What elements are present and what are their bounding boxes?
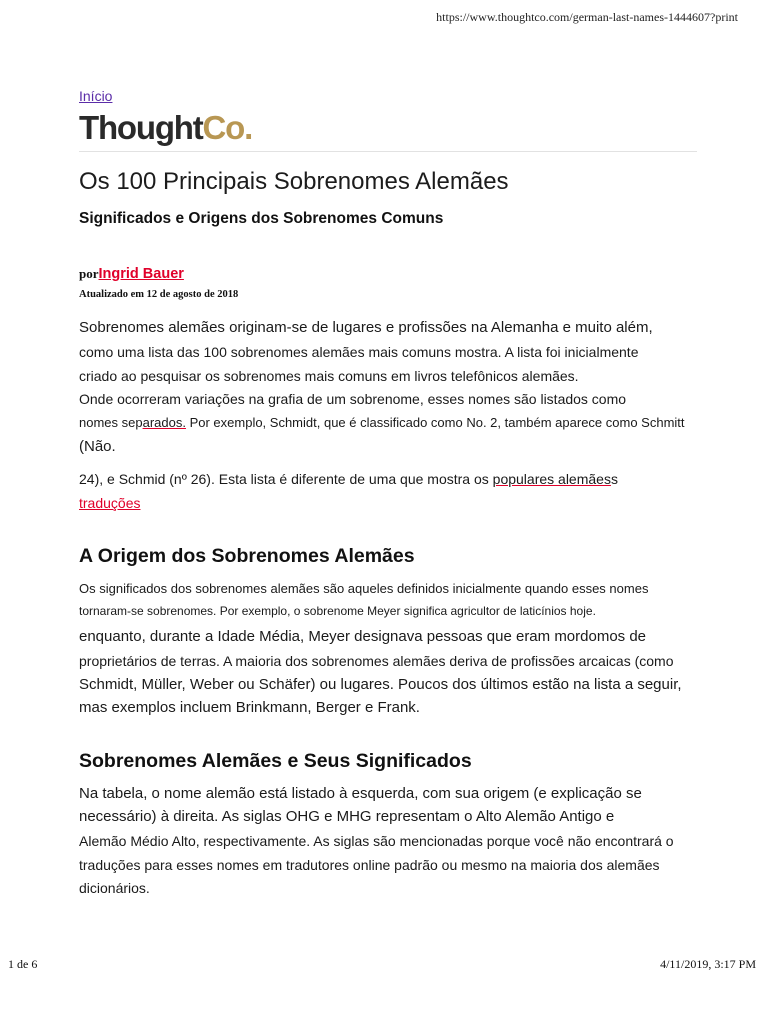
logo-thought: Thought bbox=[79, 109, 203, 146]
origin-line-5: Schmidt, Müller, Weber ou Schäfer) ou lugares. Poucos dos últimos estão na lista a seguir, bbox=[79, 676, 682, 693]
meanings-line-5: dicionários. bbox=[79, 880, 150, 896]
separados-link[interactable]: arados. bbox=[142, 415, 186, 430]
origin-line-1: Os significados dos sobrenomes alemães são aqueles definidos inicialmente quando esses nomes bbox=[79, 581, 649, 596]
meanings-line-2: necessário) à direita. As siglas OHG e MHG representam o Alto Alemão Antigo e bbox=[79, 808, 615, 825]
article-title: Os 100 Principais Sobrenomes Alemães bbox=[79, 168, 509, 195]
section-heading-meanings: Sobrenomes Alemães e Seus Significados bbox=[79, 750, 472, 772]
intro-line-1: Sobrenomes alemães originam-se de lugares e profissões na Alemanha e muito além, bbox=[79, 319, 653, 336]
meanings-line-1: Na tabela, o nome alemão está listado à esquerda, com sua origem (e explicação se bbox=[79, 785, 642, 802]
origin-line-3: enquanto, durante a Idade Média, Meyer designava pessoas que eram mordomos de bbox=[79, 628, 647, 645]
header-divider bbox=[79, 151, 697, 152]
thoughtco-logo[interactable] bbox=[79, 109, 252, 147]
author-link[interactable]: Ingrid Bauer bbox=[98, 266, 184, 282]
intro-line-7-b: s bbox=[610, 471, 618, 487]
meanings-line-4: traduções para esses nomes em tradutores online padrão ou mesmo na maioria dos alemães bbox=[79, 857, 660, 873]
meanings-line-3: Alemão Médio Alto, respectivamente. As siglas são mencionadas porque você não encontrará o bbox=[79, 833, 674, 849]
intro-line-4: Onde ocorreram variações na grafia de um sobrenome, esses nomes são listados como bbox=[79, 391, 627, 407]
intro-line-5-b: Por exemplo, Schmidt, que é classificado como No. 2, também aparece como Schmitt bbox=[185, 415, 685, 430]
origin-line-4: proprietários de terras. A maioria dos sobrenomes alemães deriva de profissões arcaicas (como bbox=[79, 653, 674, 669]
translations-link[interactable]: traduções bbox=[79, 495, 141, 511]
intro-line-6: (Não. bbox=[79, 438, 116, 455]
updated-date: Atualizado em 12 de agosto de 2018 bbox=[79, 289, 239, 300]
intro-line-2: como uma lista das 100 sobrenomes alemães mais comuns mostra. A lista foi inicialmente bbox=[79, 344, 639, 360]
home-link[interactable]: Início bbox=[79, 88, 113, 104]
origin-line-6: mas exemplos incluem Brinkmann, Berger e Frank. bbox=[79, 699, 420, 716]
byline bbox=[79, 266, 184, 282]
section-heading-origin: A Origem dos Sobrenomes Alemães bbox=[79, 545, 415, 567]
origin-line-2: tornaram-se sobrenomes. Por exemplo, o sobrenome Meyer significa agricultor de laticínios hoje. bbox=[79, 604, 596, 618]
article-subtitle: Significados e Origens dos Sobrenomes Comuns bbox=[79, 210, 444, 227]
print-datetime: 4/11/2019, 3:17 PM bbox=[660, 957, 756, 971]
intro-line-7 bbox=[79, 471, 618, 487]
intro-line-3: criado ao pesquisar os sobrenomes mais comuns em livros telefônicos alemães. bbox=[79, 368, 579, 384]
intro-line-5 bbox=[79, 415, 685, 430]
print-url: https://www.thoughtco.com/german-last-names-1444607?print bbox=[436, 10, 738, 24]
intro-line-7-a: 24), e Schmid (nº 26). Esta lista é diferente de uma que mostra os bbox=[79, 471, 493, 487]
logo-co: Co. bbox=[202, 109, 253, 146]
page-counter: 1 de 6 bbox=[8, 957, 38, 971]
intro-line-5-a: nomes sep bbox=[79, 415, 143, 430]
popular-names-link[interactable]: populares alemães bbox=[492, 471, 611, 487]
by-prefix: por bbox=[79, 266, 99, 281]
